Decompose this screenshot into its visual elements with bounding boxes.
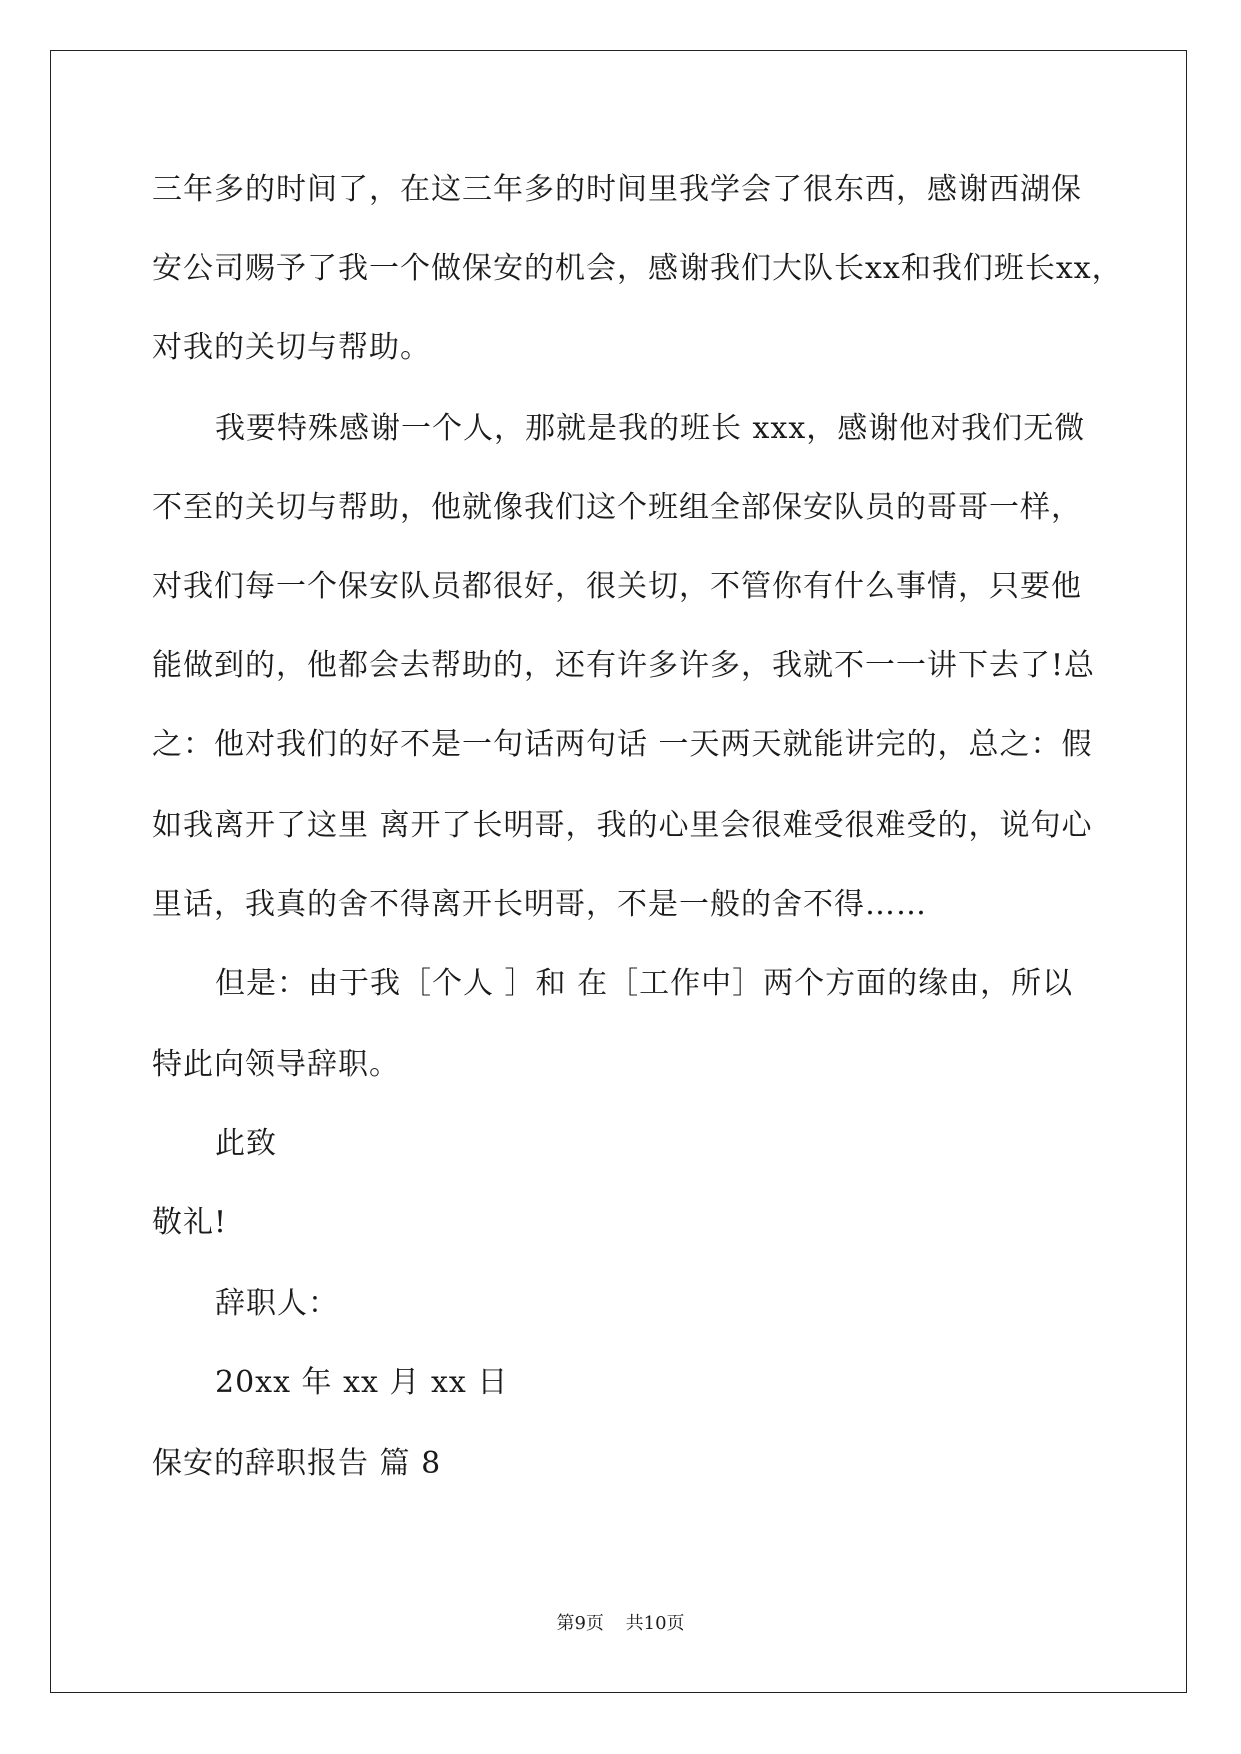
paragraph-line: 安公司赐予了我一个做保安的机会，感谢我们大队长xx和我们班长xx， (152, 251, 1123, 286)
section-heading: 保安的辞职报告 篇 8 (152, 1446, 442, 1481)
paragraph-line: 但是：由于我［个人 ］和 在［工作中］两个方面的缘由，所以 (215, 966, 1074, 1001)
paragraph-line: 之：他对我们的好不是一句话两句话 一天两天就能讲完的，总之：假 (152, 727, 1093, 762)
salutation: 此致 (215, 1126, 277, 1161)
paragraph-line: 特此向领导辞职。 (152, 1047, 400, 1082)
signature-label: 辞职人： (215, 1286, 339, 1321)
paragraph-line: 不至的关切与帮助，他就像我们这个班组全部保安队员的哥哥一样， (152, 490, 1082, 525)
paragraph-line: 如我离开了这里 离开了长明哥，我的心里会很难受很难受的，说句心 (152, 808, 1093, 843)
page-total: 共10页 (625, 1613, 685, 1634)
paragraph-line: 能做到的，他都会去帮助的，还有许多许多，我就不一一讲下去了!总 (152, 648, 1096, 683)
paragraph-line: 三年多的时间了，在这三年多的时间里我学会了很东西，感谢西湖保 (152, 172, 1082, 207)
date-line: 20xx 年 xx 月 xx 日 (215, 1365, 509, 1400)
closing: 敬礼! (152, 1205, 228, 1240)
page-footer (0, 1612, 1241, 1636)
paragraph-line: 我要特殊感谢一个人，那就是我的班长 xxx，感谢他对我们无微 (215, 411, 1086, 446)
page-number: 第9页 (556, 1613, 604, 1634)
paragraph-line: 里话，我真的舍不得离开长明哥，不是一般的舍不得…… (152, 887, 927, 922)
paragraph-line: 对我们每一个保安队员都很好，很关切，不管你有什么事情，只要他 (152, 569, 1082, 604)
paragraph-line: 对我的关切与帮助。 (152, 330, 431, 365)
